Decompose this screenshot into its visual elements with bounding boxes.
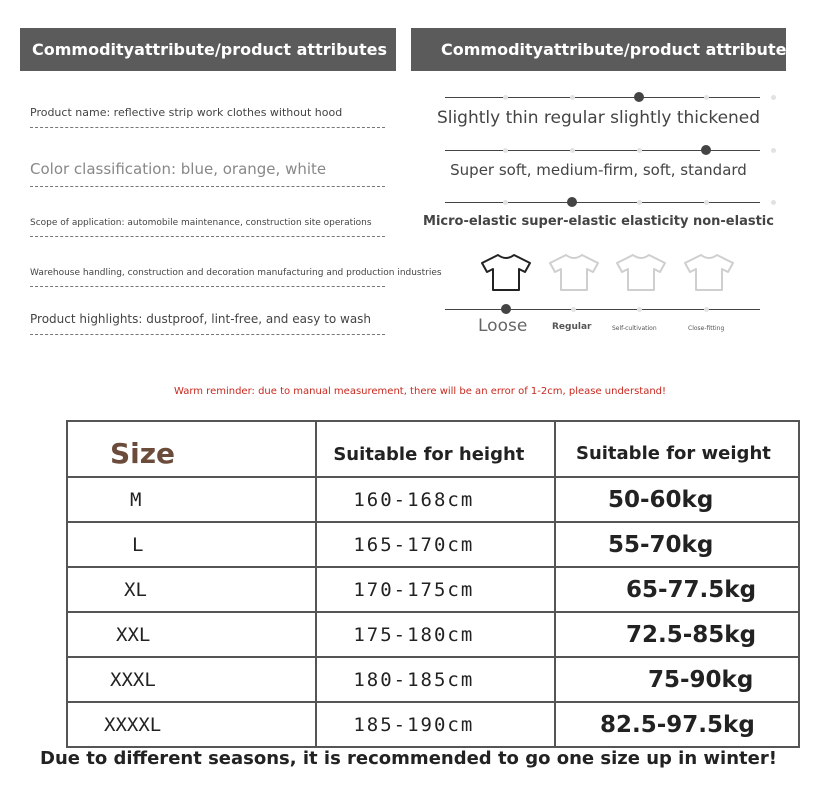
fit-scale bbox=[445, 309, 760, 310]
thickness-dot-2 bbox=[570, 95, 575, 100]
fit-label-self-cultivation: Self-cultivation bbox=[612, 325, 657, 332]
column-header-size: Size bbox=[67, 421, 316, 477]
attributes-header-right: Commodityattribute/product attributes bbox=[411, 28, 786, 71]
attribute-row-highlights bbox=[30, 300, 385, 335]
elasticity-dot-2 bbox=[567, 197, 577, 207]
softness-scale-label: Super soft, medium-firm, soft, standard bbox=[450, 161, 747, 179]
loose-fit-shirt-icon bbox=[480, 252, 532, 292]
weight-cell: 50-60kg bbox=[555, 477, 799, 522]
slim-fit-shirt-icon bbox=[615, 252, 667, 292]
column-header-weight: Suitable for weight bbox=[555, 421, 799, 477]
column-header-height: Suitable for height bbox=[316, 421, 555, 477]
fit-label-loose: Loose bbox=[478, 316, 528, 336]
table-row bbox=[67, 612, 799, 657]
fit-dot-3 bbox=[637, 307, 642, 312]
fit-dot-2 bbox=[571, 307, 576, 312]
thickness-scale-label: Slightly thin regular slightly thickened bbox=[436, 108, 761, 128]
elasticity-dot-1 bbox=[503, 200, 508, 205]
attribute-row-scope bbox=[30, 200, 385, 237]
table-row bbox=[67, 702, 799, 747]
fit-label-regular: Regular bbox=[552, 322, 592, 332]
height-cell: 170-175cm bbox=[316, 567, 555, 612]
table-row bbox=[67, 477, 799, 522]
attribute-text: Warehouse handling, construction and decoration manufacturing and production industries bbox=[30, 268, 442, 278]
softness-dot-5 bbox=[771, 148, 776, 153]
size-cell: XL bbox=[67, 567, 316, 612]
thickness-dot-4 bbox=[704, 95, 709, 100]
thickness-dot-5 bbox=[771, 95, 776, 100]
table-row bbox=[67, 522, 799, 567]
size-cell: M bbox=[67, 477, 316, 522]
height-cell: 175-180cm bbox=[316, 612, 555, 657]
height-cell: 185-190cm bbox=[316, 702, 555, 747]
weight-cell: 75-90kg bbox=[555, 657, 799, 702]
elasticity-scale bbox=[445, 202, 760, 203]
attribute-text: Product highlights: dustproof, lint-free, and easy to wash bbox=[30, 312, 372, 326]
thickness-dot-1 bbox=[503, 95, 508, 100]
softness-dot-2 bbox=[570, 148, 575, 153]
table-row bbox=[67, 567, 799, 612]
regular-fit-shirt-icon bbox=[548, 252, 600, 292]
measurement-reminder: Warm reminder: due to manual measurement, there will be an error of 1-2cm, please understand! bbox=[173, 386, 667, 397]
weight-cell: 72.5-85kg bbox=[555, 612, 799, 657]
size-cell: XXL bbox=[67, 612, 316, 657]
size-table bbox=[66, 420, 800, 748]
elasticity-dot-5 bbox=[771, 200, 776, 205]
table-header-row bbox=[67, 421, 799, 477]
elasticity-dot-4 bbox=[704, 200, 709, 205]
elasticity-dot-3 bbox=[637, 200, 642, 205]
size-cell: L bbox=[67, 522, 316, 567]
attribute-row-industries bbox=[30, 250, 442, 287]
attribute-row-color bbox=[30, 144, 385, 187]
size-cell: XXXXL bbox=[67, 702, 316, 747]
weight-cell: 65-77.5kg bbox=[555, 567, 799, 612]
softness-dot-4 bbox=[701, 145, 711, 155]
close-fit-shirt-icon bbox=[683, 252, 735, 292]
weight-cell: 82.5-97.5kg bbox=[555, 702, 799, 747]
thickness-scale bbox=[445, 97, 760, 98]
thickness-dot-3 bbox=[634, 92, 644, 102]
softness-dot-3 bbox=[637, 148, 642, 153]
height-cell: 180-185cm bbox=[316, 657, 555, 702]
height-cell: 165-170cm bbox=[316, 522, 555, 567]
softness-dot-1 bbox=[503, 148, 508, 153]
attribute-text: Color classification: blue, orange, white bbox=[30, 160, 327, 178]
height-cell: 160-168cm bbox=[316, 477, 555, 522]
attributes-header-left: Commodityattribute/product attributes bbox=[20, 28, 396, 71]
attribute-row-product-name bbox=[30, 96, 385, 128]
attribute-text: Scope of application: automobile maintenance, construction site operations bbox=[30, 218, 372, 228]
elasticity-scale-label: Micro-elastic super-elastic elasticity non-elastic bbox=[423, 214, 774, 229]
size-cell: XXXL bbox=[67, 657, 316, 702]
fit-label-close-fitting: Close-fitting bbox=[688, 325, 725, 332]
weight-cell: 55-70kg bbox=[555, 522, 799, 567]
table-row bbox=[67, 657, 799, 702]
fit-dot-4 bbox=[704, 307, 709, 312]
fit-dot-1 bbox=[501, 304, 511, 314]
attribute-text: Product name: reflective strip work clothes without hood bbox=[30, 106, 343, 119]
winter-size-tip: Due to different seasons, it is recommended to go one size up in winter! bbox=[40, 748, 777, 769]
softness-scale bbox=[445, 150, 760, 151]
